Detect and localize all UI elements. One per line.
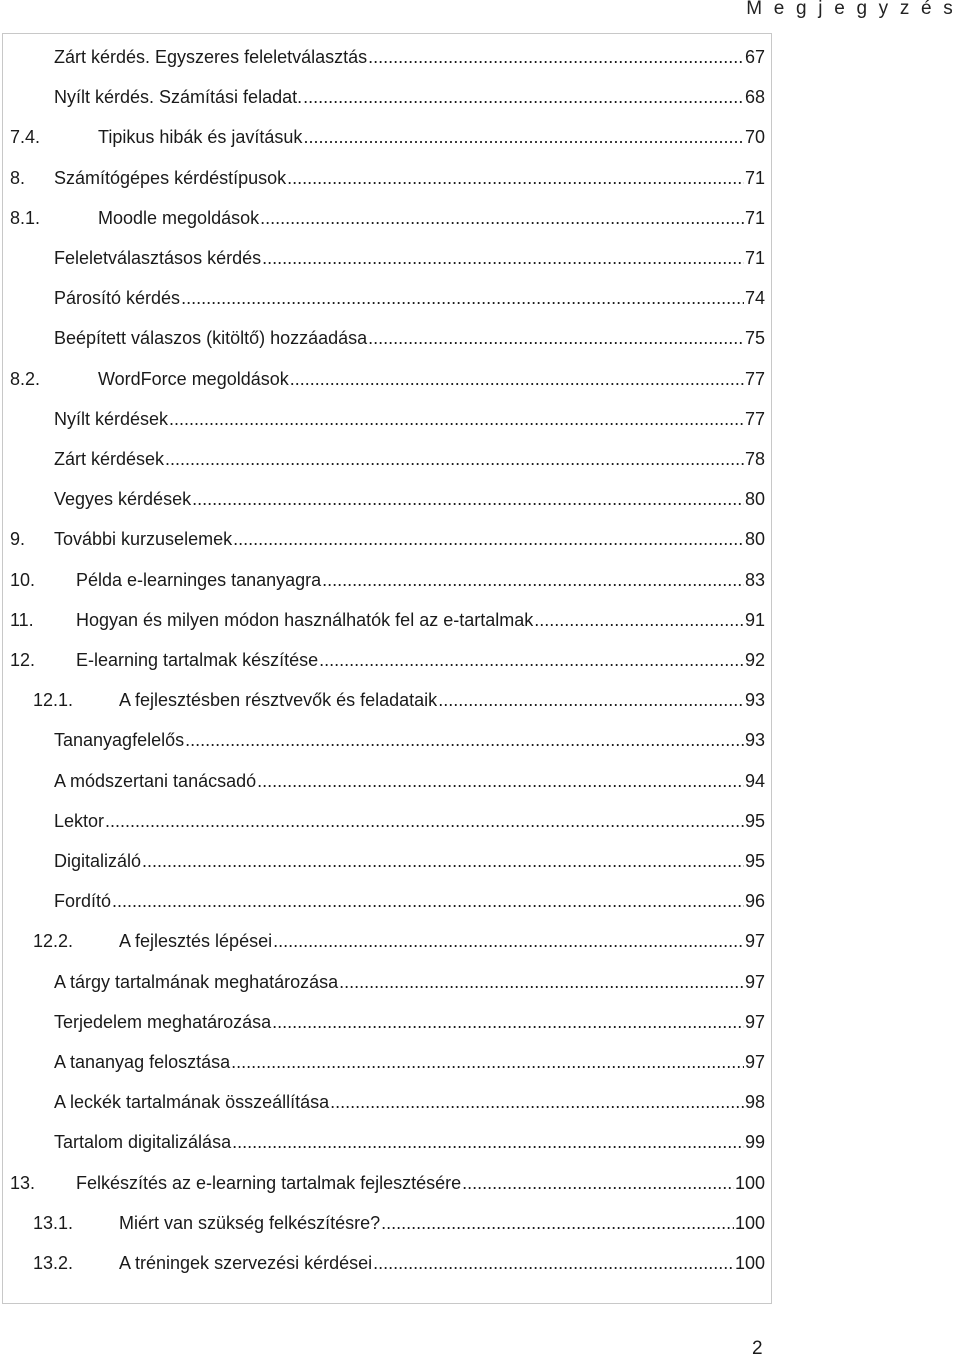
toc-entry[interactable] [33, 1246, 765, 1274]
toc-entry-page: 80 [744, 489, 765, 510]
toc-entry[interactable] [54, 884, 765, 912]
toc-entry-page: 78 [744, 449, 765, 469]
toc-dot-leader [231, 1051, 744, 1073]
toc-dot-leader [273, 930, 744, 952]
toc-dot-leader [319, 649, 744, 671]
toc-entry-page: 67 [744, 47, 765, 67]
toc-entry[interactable] [54, 321, 765, 349]
toc-entry-title: Feleletválasztásos kérdés [54, 248, 262, 268]
toc-entry-number: 12.2. [33, 931, 74, 952]
toc-entry-page: 95 [744, 810, 765, 831]
toc-entry-title: Felkészítés az e-learning tartalmak fejlesztésére [76, 1172, 462, 1193]
toc-entry-page: 74 [744, 288, 765, 309]
toc-entry-title: Fordító [54, 891, 112, 912]
toc-entry-page: 100 [734, 1253, 765, 1273]
toc-entry-page: 98 [744, 1092, 765, 1113]
toc-entry-title: A tréningek szervezési kérdései [119, 1253, 373, 1273]
toc-entry-title: Nyílt kérdés. Számítási feladat. [54, 87, 303, 108]
toc-entry-page: 97 [744, 971, 765, 992]
toc-entry[interactable] [54, 281, 765, 309]
toc-dot-leader [185, 729, 744, 751]
toc-entry-title: Vegyes kérdések [54, 489, 192, 510]
toc-dot-leader [322, 569, 744, 591]
toc-dot-leader [534, 609, 744, 631]
toc-entry-title: A tárgy tartalmának meghatározása [54, 971, 339, 992]
toc-dot-leader [287, 167, 744, 189]
toc-dot-leader [381, 1212, 734, 1234]
toc-entry-page: 100 [734, 1212, 765, 1233]
toc-entry-page: 80 [744, 529, 765, 550]
toc-entry-title: A leckék tartalmának összeállítása [54, 1092, 330, 1113]
toc-entry-title: Lektor [54, 810, 105, 831]
toc-dot-leader [339, 971, 744, 993]
toc-entry[interactable] [10, 362, 765, 390]
toc-dot-leader [272, 1011, 744, 1033]
toc-entry-number: 13.1. [33, 1212, 74, 1233]
toc-dot-leader [192, 488, 744, 510]
toc-entry[interactable] [54, 241, 765, 269]
toc-entry[interactable] [33, 924, 765, 952]
toc-entry[interactable] [54, 764, 765, 792]
toc-entry-title: Tipikus hibák és javításuk [98, 127, 303, 148]
toc-dot-leader [368, 46, 744, 68]
toc-entry[interactable] [33, 683, 765, 711]
toc-dot-leader [112, 890, 744, 912]
toc-entry[interactable] [10, 201, 765, 229]
toc-entry-number: 8.1. [10, 207, 41, 228]
toc-dot-leader [181, 287, 744, 309]
toc-dot-leader [165, 448, 744, 470]
toc-entry-page: 68 [744, 87, 765, 108]
toc-entry-page: 96 [744, 891, 765, 912]
toc-dot-leader [232, 1131, 744, 1153]
toc-entry-number: 11. [10, 609, 34, 630]
toc-entry-page: 99 [744, 1132, 765, 1153]
toc-entry-number: 13. [10, 1172, 36, 1193]
toc-dot-leader [169, 408, 744, 430]
toc-entry-title: Zárt kérdés. Egyszeres feleletválasztás [54, 47, 368, 67]
toc-entry-title: Beépített válaszos (kitöltő) hozzáadása [54, 328, 368, 349]
toc-dot-leader [260, 207, 744, 229]
toc-dot-leader [330, 1091, 744, 1113]
toc-entry-title: További kurzuselemek [54, 529, 233, 550]
toc-entry-page: 70 [744, 127, 765, 148]
toc-entry-number: 8. [10, 167, 26, 188]
toc-entry-page: 77 [744, 408, 765, 429]
toc-entry-number: 9. [10, 529, 26, 550]
toc-entry-page: 94 [744, 770, 765, 791]
toc-entry-page: 92 [744, 650, 765, 670]
page-number: 2 [752, 1338, 763, 1359]
toc-entry-title: Számítógépes kérdéstípusok [54, 167, 287, 188]
toc-entry-title: WordForce megoldások [98, 368, 289, 389]
toc-entry-number: 12.1. [33, 690, 74, 711]
toc-entry[interactable] [54, 80, 765, 108]
toc-entry-title: Tananyagfelelős [54, 730, 185, 751]
toc-dot-leader [368, 327, 744, 349]
toc-entry[interactable] [54, 1005, 765, 1033]
toc-entry-page: 97 [744, 1011, 765, 1032]
toc-entry-page: 91 [744, 609, 765, 630]
toc-dot-leader [257, 770, 744, 792]
toc-entry[interactable] [33, 1206, 765, 1234]
toc-entry-page: 71 [744, 248, 765, 268]
toc-entry[interactable] [10, 603, 765, 631]
toc-entry-title: Párosító kérdés [54, 288, 181, 309]
toc-entry[interactable] [54, 1085, 765, 1113]
toc-entry-number: 7.4. [10, 127, 41, 148]
running-header: M e g j e g y z é s [746, 0, 956, 19]
toc-entry[interactable] [54, 40, 765, 68]
toc-entry[interactable] [10, 1166, 765, 1194]
toc-entry-page: 75 [744, 328, 765, 349]
toc-entry[interactable] [10, 120, 765, 148]
toc-entry-title: Példa e-learninges tananyagra [76, 569, 322, 590]
toc-entry-page: 97 [744, 931, 765, 952]
toc-entry-title: A tananyag felosztása [54, 1052, 231, 1072]
toc-entry[interactable] [54, 804, 765, 832]
toc-entry-title: E-learning tartalmak készítése [76, 650, 319, 670]
toc-entry-number: 13.2. [33, 1253, 74, 1273]
toc-dot-leader [262, 247, 744, 269]
toc-entry-page: 95 [744, 851, 765, 871]
toc-entry-title: Miért van szükség felkészítésre? [119, 1212, 381, 1233]
toc-entry-title: A fejlesztésben résztvevők és feladataik [119, 690, 438, 711]
toc-entry-page: 93 [744, 690, 765, 711]
toc-entry-title: A fejlesztés lépései [119, 931, 273, 952]
toc-dot-leader [373, 1252, 734, 1274]
toc-entry-page: 71 [744, 207, 765, 228]
toc-dot-leader [233, 528, 744, 550]
toc-entry-page: 83 [744, 569, 765, 590]
toc-entry-title: Tartalom digitalizálása [54, 1132, 232, 1153]
toc-entry[interactable] [54, 442, 765, 470]
toc-entry-page: 71 [744, 167, 765, 188]
toc-dot-leader [142, 850, 744, 872]
toc-entry[interactable] [54, 482, 765, 510]
toc-dot-leader [462, 1172, 734, 1194]
toc-entry-page: 77 [744, 368, 765, 389]
toc-entry-title: Terjedelem meghatározása [54, 1011, 272, 1032]
toc-entry[interactable] [54, 965, 765, 993]
toc-dot-leader [290, 368, 744, 390]
toc-entry[interactable] [10, 643, 765, 671]
toc-dot-leader [438, 689, 744, 711]
toc-dot-leader [105, 810, 744, 832]
toc-entry[interactable] [54, 844, 765, 872]
toc-entry-page: 93 [744, 730, 765, 751]
toc-entry-page: 100 [734, 1172, 765, 1193]
toc-entry-title: Hogyan és milyen módon használhatók fel az e-tartalmak [76, 609, 534, 630]
toc-dot-leader [303, 126, 744, 148]
toc-entry[interactable] [54, 1045, 765, 1073]
toc-entry[interactable] [10, 522, 765, 550]
toc-entry-title: Zárt kérdések [54, 449, 165, 469]
toc-entry[interactable] [54, 723, 765, 751]
toc-entry[interactable] [54, 1125, 765, 1153]
toc-entry-page: 97 [744, 1052, 765, 1072]
toc-dot-leader [303, 86, 744, 108]
toc-entry-title: Digitalizáló [54, 851, 142, 871]
toc-entry-title: A módszertani tanácsadó [54, 770, 257, 791]
toc-entry[interactable] [54, 402, 765, 430]
toc-entry[interactable] [10, 563, 765, 591]
toc-entry-number: 8.2. [10, 368, 41, 389]
toc-entry-number: 12. [10, 650, 36, 670]
toc-entry-number: 10. [10, 569, 36, 590]
toc-entry-title: Moodle megoldások [98, 207, 260, 228]
toc-entry[interactable] [10, 161, 765, 189]
toc-entry-title: Nyílt kérdések [54, 408, 169, 429]
